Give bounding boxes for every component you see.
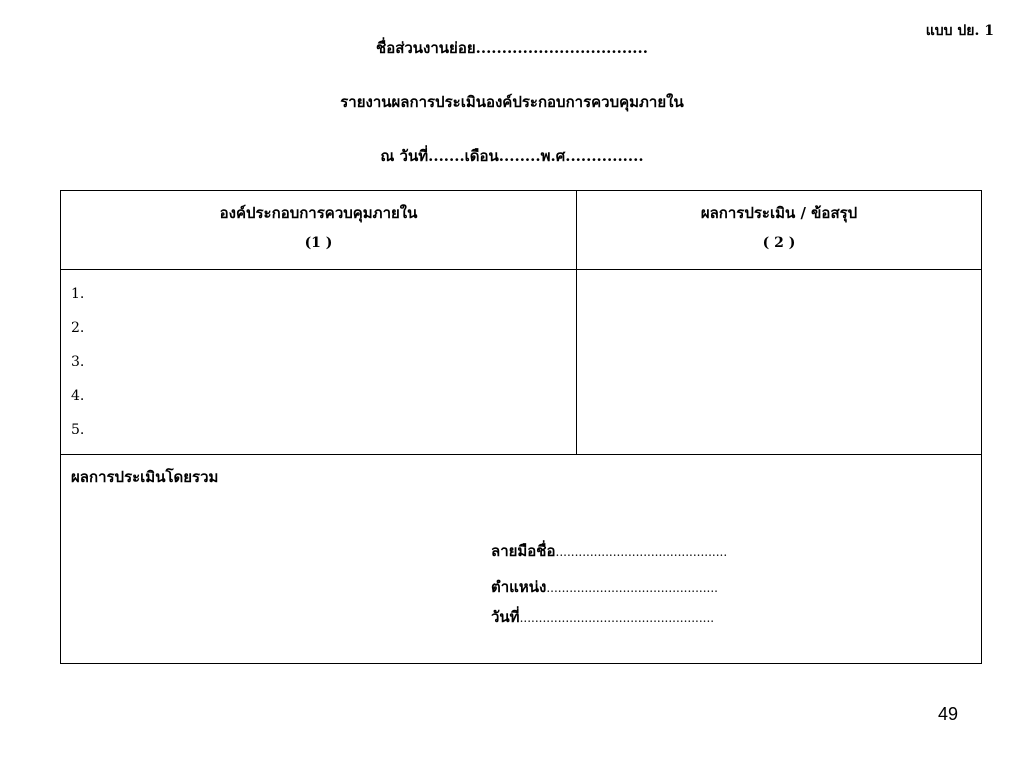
summary-row xyxy=(61,455,982,664)
results-cell[interactable] xyxy=(577,270,982,455)
column-header-title: ผลการประเมิน / ข้อสรุป xyxy=(700,204,858,222)
column-header-components xyxy=(61,191,577,270)
page-number: 49 xyxy=(938,704,959,724)
signature-label: ลายมือชื่อ xyxy=(491,542,556,560)
column-header-number: ( 2 ) xyxy=(762,235,796,251)
signature-field[interactable]: ............................................. xyxy=(555,545,728,559)
summary-title: ผลการประเมินโดยรวม xyxy=(71,468,219,486)
position-line xyxy=(491,575,718,599)
components-cell[interactable] xyxy=(61,270,577,455)
list-item: 4. xyxy=(71,388,85,404)
date-signed-line xyxy=(491,605,714,629)
column-header-title: องค์ประกอบการควบคุมภายใน xyxy=(219,204,418,222)
column-header-number: (1 ) xyxy=(304,235,333,251)
summary-cell[interactable] xyxy=(61,455,982,664)
table-header-row xyxy=(61,191,982,270)
form-code: แบบ ปย. 1 xyxy=(925,23,994,39)
list-item: 2. xyxy=(71,320,85,336)
date-line: ณ วันที่.......เดือน........พ.ศ............... xyxy=(380,147,644,165)
date-field[interactable]: ................................................... xyxy=(519,611,715,625)
list-item: 1. xyxy=(71,286,85,302)
date-label: วันที่ xyxy=(491,608,520,626)
table-items-row xyxy=(61,270,982,455)
list-item: 5. xyxy=(71,422,85,438)
unit-name-line: ชื่อส่วนงานย่อย................................. xyxy=(376,39,648,57)
component-list xyxy=(61,270,576,454)
column-header-results xyxy=(577,191,982,270)
signature-line xyxy=(491,539,727,563)
assessment-table xyxy=(60,190,982,664)
list-item: 3. xyxy=(71,354,85,370)
position-field[interactable]: ............................................. xyxy=(546,581,718,595)
position-label: ตำแหน่ง xyxy=(491,578,547,596)
report-title: รายงานผลการประเมินองค์ประกอบการควบคุมภายใน xyxy=(340,93,684,111)
